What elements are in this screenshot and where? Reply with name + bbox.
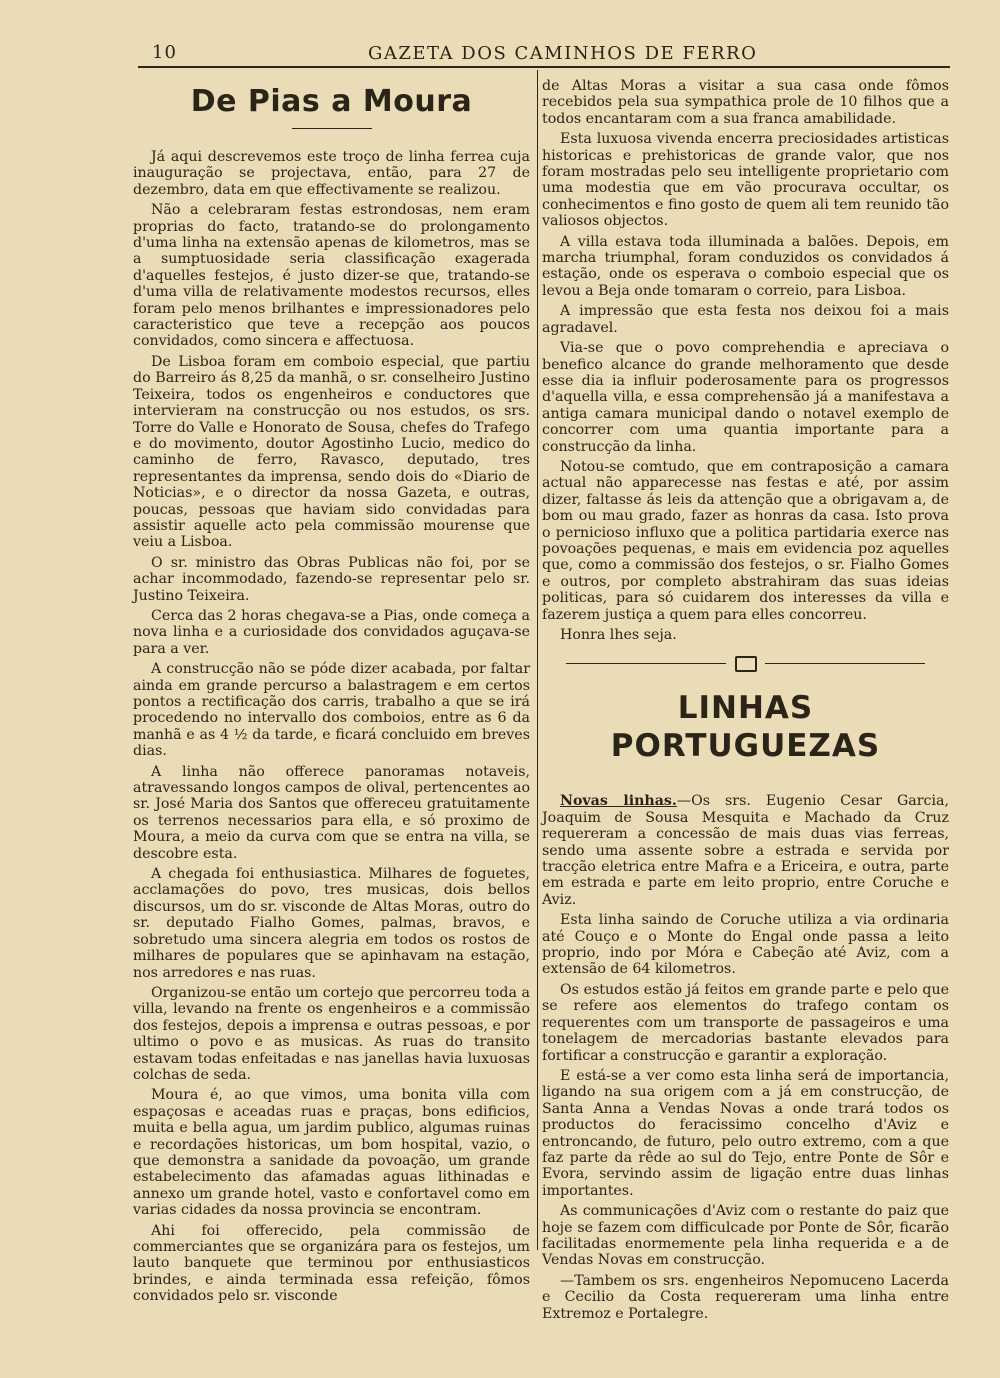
paragraph: de Altas Moras a visitar a sua casa onde fômos recebidos pela sua sympathica prole de 10 filhos que a todos encantaram com a sua franca amabilidade. [542, 78, 949, 127]
paragraph: Organizou-se então um cortejo que percorreu toda a villa, levando na frente os engenheiros e a commissão dos festejos, depois a imprensa e outras pessoas, e por ultimo o povo e as musicas. As ruas do transito estavam todas enfeitadas e nas janellas havia luxuosas colchas de seda. [133, 984, 530, 1083]
left-column [133, 78, 530, 1305]
ornament-line-left [566, 663, 726, 664]
run-in-label: Novas linhas. [560, 793, 677, 810]
page-number: 10 [152, 42, 177, 63]
paragraph: A impressão que esta festa nos deixou foi a mais agradavel. [542, 303, 949, 336]
paragraph-text: —Os srs. Eugenio Cesar Garcia, Joaquim de Sousa Mesquita e Machado da Cruz requereram a concessão de mais duas vias ferreas, sendo uma assente sobre a estrada e servida por tracção eletrica entre Mafra e a Ericeira, e outra, parte em estrada e parte em leito proprio, entre Coruche e Aviz. [542, 793, 950, 908]
page-header [138, 36, 950, 68]
paragraph: A villa estava toda illuminada a balões. Depois, em marcha triumphal, foram conduzidos os convidados á estação, onde os esperava o comboio especial que os levou a Beja onde tomaram o correio, para Lisboa. [542, 233, 949, 299]
column-divider [537, 70, 538, 1250]
paragraph: E está-se a ver como esta linha será de importancia, ligando na sua origem com a já em construcção, de Santa Anna a Vendas Novas a onde trará todos os productos do feracissimo concelho d'Aviz e entroncando, de futuro, pelo outro extremo, com a que faz parte da rêde ao sul do Tejo, entre Ponte de Sôr e Evora, servindo assim de ligação entre duas linhas importantes. [542, 1067, 949, 1199]
journal-title: GAZETA DOS CAMINHOS DE FERRO [368, 43, 758, 64]
paragraph: Esta luxuosa vivenda encerra preciosidades artisticas historicas e prehistoricas de grande valor, que nos foram mostradas pelo seu intelligente proprietario com uma modestia que em vão procurava occultar, os conhecimentos e fino gosto de quem ali tem reunido tão valiosos objectos. [542, 131, 949, 230]
paragraph: Notou-se comtudo, que em contraposição a camara actual não apparecesse nas festas e até, por assim dizer, faltasse ás leis da attenção que a obrigavam a, de bom ou mau grado, fazer as honras da casa. Isto prova o pernicioso influxo que a politica partidaria exerce nas povoações pequenas, e mais em evidencia poz aquelles que, como a commissão dos festejos, o sr. Fialho Gomes e outros, por completo abstrahiram das suas ideias politicas, para só cuidarem dos interesses da villa e fazerem justiça a quem para elles concorreu. [542, 458, 949, 623]
article-title-de-pias-a-moura: De Pias a Moura [190, 84, 473, 119]
paragraph: Esta linha saindo de Coruche utiliza a via ordinaria até Couço e o Monte do Engal onde passa a leito proprio, indo por Móra e Cabeção até Aviz, com a extensão de 64 kilometros. [542, 912, 949, 978]
right-column [542, 78, 950, 1322]
ornament-line-right [765, 663, 925, 664]
paragraph: Não a celebraram festas estrondosas, nem eram proprias do facto, tratando-se do prolongamento d'uma linha na extensão apenas de kilometros, mas se a sumptuosidade seria classificação exagerada d'aquelles festejos, é justo dizer-se que, tratando-se d'uma villa de relativamente modestos recursos, elles foram pelo menos brilhantes e impressionadores pelo caracteristico que teve a recepção aos poucos convidados, como sincera e affectuosa. [133, 202, 530, 350]
paragraph: De Lisboa foram em comboio especial, que partiu do Barreiro ás 8,25 da manhã, o sr. conselheiro Justino Teixeira, todos os engenheiros e conductores que intervieram na construcção ou nos estudos, os srs. Torre do Valle e Honorato de Sousa, chefes do Trafego e do movimento, doutor Agostinho Lucio, medico do caminho de ferro, Ravasco, deputado, tres representantes da imprensa, sendo dois do «Diario de Noticias», e o director da nossa Gazeta, e outras, poucas, pessoas que haviam sido convidadas para assistir aquelle acto pela commissão mourense que veiu a Lisboa. [133, 353, 530, 551]
paragraph: —Tambem os srs. engenheiros Nepomuceno Lacerda e Cecilio da Costa requereram uma linha entre Extremoz e Portalegre. [542, 1272, 949, 1322]
section-title-linhas-portuguezas: LINHAS PORTUGUEZAS [610, 690, 881, 765]
paragraph: Moura é, ao que vimos, uma bonita villa com espaçosas e aceadas ruas e praças, bons edificios, muita e bella agua, um jardim publico, algumas ruinas e recordações historicas, um bom hospital, vazio, o que demonstra a sanidade da povoação, um grande estabelecimento das afamadas aguas lithinadas e annexo um grande hotel, vasto e confortavel como em varias cidades da nossa provincia se encontram. [133, 1087, 530, 1219]
paragraph-novas-linhas [542, 793, 949, 908]
paragraph: Os estudos estão já feitos em grande parte e pelo que se refere aos elementos do trafego contam os requerentes com um transporte de passageiros e uma tonelagem de mercadorias bastante elevados para fortificar a construcção e garantir a exploração. [542, 981, 949, 1064]
paragraph: Ahi foi offerecido, pela commissão de commerciantes que se organizára para os festejos, um lauto banquete que terminou por enthusiasticos brindes, e ainda terminada essa refeição, fômos convidados pelo sr. visconde [133, 1222, 530, 1305]
ornament-icon [735, 656, 757, 672]
paragraph: A construcção não se póde dizer acabada, por faltar ainda em grande percurso a balastragem e em certos pontos a rectificação dos carris, trabalho a que se irá procedendo no intervallo dos comboios, entre as 6 da manhã e as 4 ½ da tarde, e ficará concluido em breves dias. [133, 661, 530, 760]
paragraph: Honra lhes seja. [560, 627, 677, 643]
paragraph: A linha não offerece panoramas notaveis, atravessando longos campos de olival, pertencentes ao sr. José Maria dos Santos que offereceu gratuitamente os terrenos necessarios para ella, e só proximo de Moura, a meio da curva com que se entra na villa, se descobre esta. [133, 763, 530, 862]
paragraph: As communicações d'Aviz com o restante do paiz que hoje se fazem com difficulcade por Ponte de Sôr, ficarão facilitadas enormemente pela linha requerida e a de Vendas Novas em construcção. [542, 1203, 949, 1269]
section-ornament [542, 653, 949, 675]
paragraph: O sr. ministro das Obras Publicas não foi, por se achar incommodado, fazendo-se representar pelo sr. Justino Teixeira. [133, 554, 530, 604]
paragraph: Cerca das 2 horas chegava-se a Pias, onde começa a nova linha e a curiosidade dos convidados aguçava-se para a ver. [133, 607, 530, 657]
paragraph: Já aqui descrevemos este troço de linha ferrea cuja inauguração se projectava, então, para 27 de dezembro, data em que effectivamente se realizou. [133, 149, 530, 198]
paragraph: A chegada foi enthusiastica. Milhares de foguetes, acclamações do povo, tres musicas, dois bellos discursos, um do sr. visconde de Altas Moras, outro do sr. deputado Fialho Gomes, palmas, bravos, e sobretudo uma sincera alegria em todos os rostos de milhares de populares que se apinhavam na estação, nos arredores e nas ruas. [133, 866, 530, 981]
title-rule [292, 128, 372, 129]
paragraph: Via-se que o povo comprehendia e apreciava o benefico alcance do grande melhoramento que desde esse dia ia influir poderosamente para os progressos d'aquella villa, e essa comprehensão já a manifestava a antiga camara municipal dando o notavel exemplo de concorrer com uma quantia importante para a construcção da linha. [542, 340, 949, 455]
